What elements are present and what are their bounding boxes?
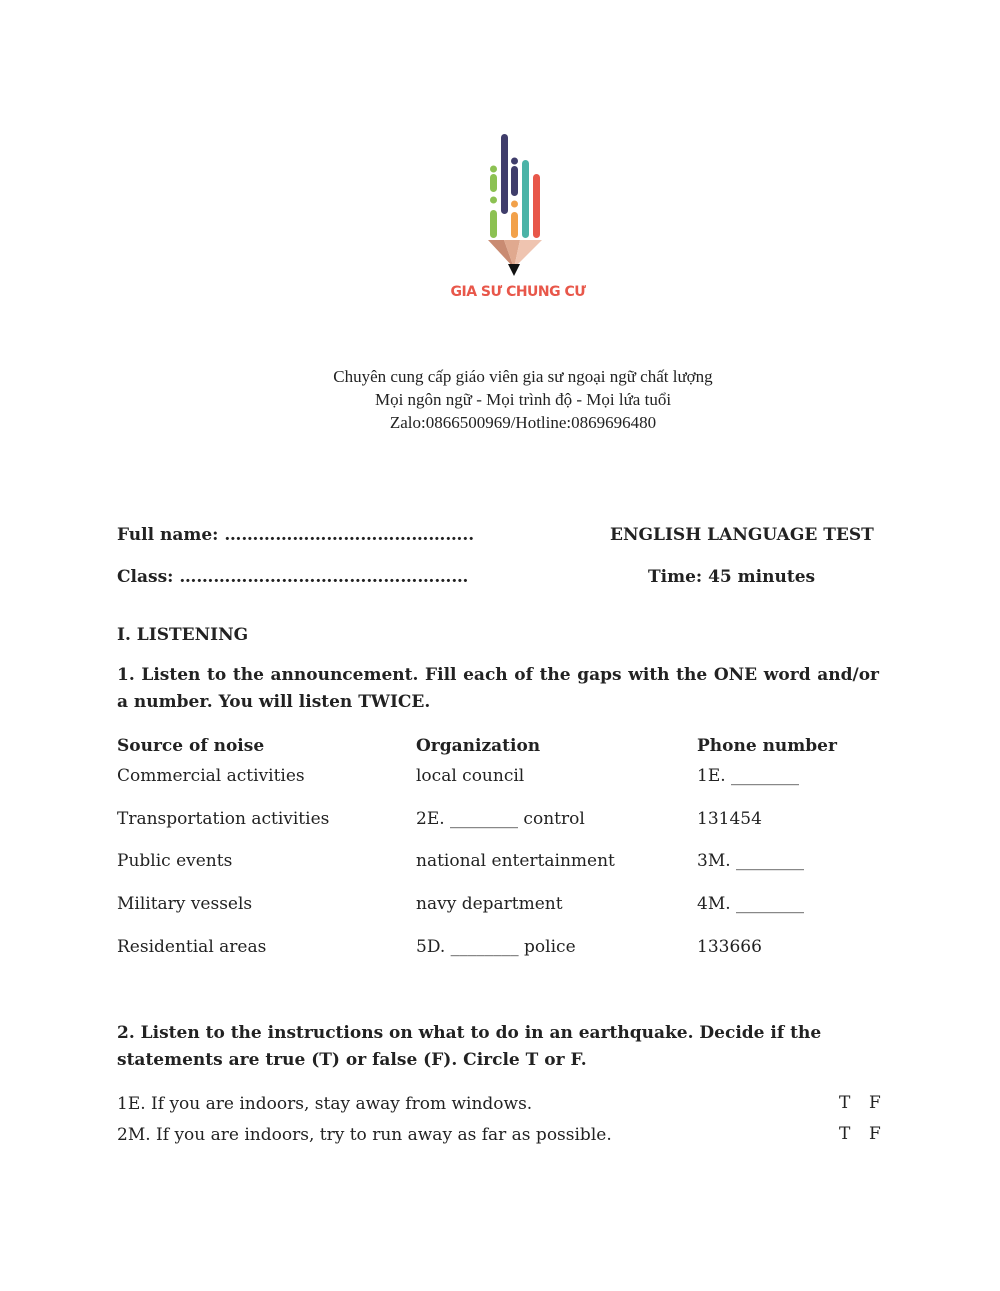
row-5-source: Residential areas xyxy=(117,937,267,957)
brand-name: GIA SƯ CHUNG CƯ xyxy=(450,284,586,300)
pencil-bars-logo xyxy=(480,128,556,278)
full-name-field[interactable]: Full name: …………………………………….. xyxy=(117,525,475,545)
q2-item-2-true-option[interactable]: T xyxy=(839,1124,851,1144)
row-1-phone-gap[interactable]: 1E. ________ xyxy=(697,766,800,786)
section-title: I. LISTENING xyxy=(117,625,249,645)
header-source: Source of noise xyxy=(117,736,265,756)
header-organization: Organization xyxy=(416,736,541,756)
q2-item-1-true-option[interactable]: T xyxy=(839,1093,851,1113)
q2-item-2: 2M. If you are indoors, try to run away as far as possible. xyxy=(117,1125,612,1145)
row-3-phone-gap[interactable]: 3M. ________ xyxy=(697,851,805,871)
time-limit: Time: 45 minutes xyxy=(648,567,816,587)
q2-instruction: 2. Listen to the instructions on what to do in an earthquake. Decide if the statements are true (T) or false (F). Circle T or F. xyxy=(117,1023,822,1070)
row-2-organization-gap[interactable]: 2E. ________ control xyxy=(416,809,585,829)
contact-line: Zalo:0866500969/Hotline:0869696480 xyxy=(389,413,657,432)
row-3-source: Public events xyxy=(117,851,233,871)
tagline-line-2: Mọi ngôn ngữ - Mọi trình độ - Mọi lứa tuổi xyxy=(374,390,672,409)
row-2-phone: 131454 xyxy=(697,809,762,829)
q1-instruction: 1. Listen to the announcement. Fill each of the gaps with the ONE word and/or a number. You will listen TWICE. xyxy=(117,665,879,712)
q2-item-2-false-option[interactable]: F xyxy=(869,1124,881,1144)
row-3-organization: national entertainment xyxy=(416,851,615,871)
q2-item-1-false-option[interactable]: F xyxy=(869,1093,881,1113)
q2-item-1: 1E. If you are indoors, stay away from windows. xyxy=(117,1094,533,1114)
row-1-organization: local council xyxy=(416,766,525,786)
row-4-phone-gap[interactable]: 4M. ________ xyxy=(697,894,805,914)
row-5-organization-gap[interactable]: 5D. ________ police xyxy=(416,937,576,957)
row-4-source: Military vessels xyxy=(117,894,253,914)
test-title: ENGLISH LANGUAGE TEST xyxy=(610,525,874,545)
tagline-line-1: Chuyên cung cấp giáo viên gia sư ngoại ngữ chất lượng xyxy=(333,367,713,386)
row-2-source: Transportation activities xyxy=(117,809,330,829)
row-5-phone: 133666 xyxy=(697,937,762,957)
row-4-organization: navy department xyxy=(416,894,563,914)
class-field[interactable]: Class: …………………………………………… xyxy=(117,567,469,587)
row-1-source: Commercial activities xyxy=(117,766,305,786)
header-phone: Phone number xyxy=(697,736,837,756)
